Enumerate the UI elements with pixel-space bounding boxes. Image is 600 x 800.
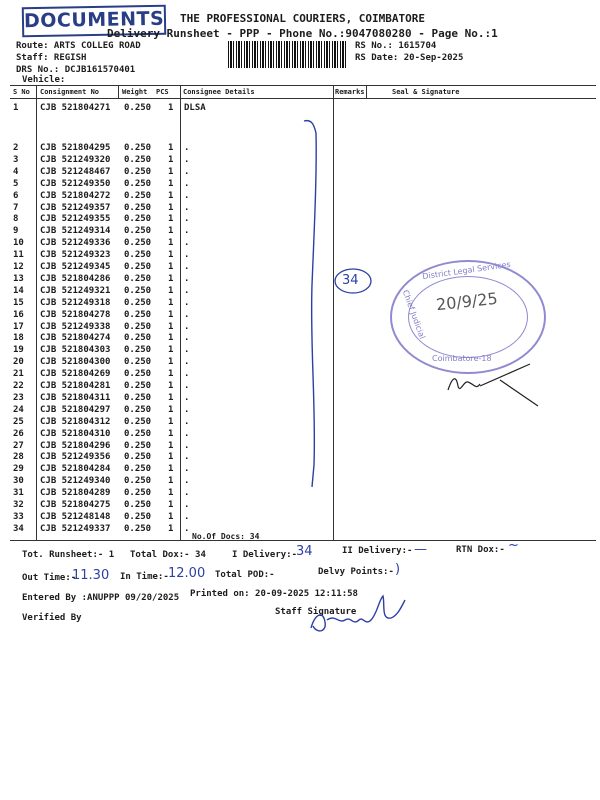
row-sno: 3 [13, 154, 19, 165]
row-consignment-no: CJB 521249336 [40, 238, 111, 249]
row-weight: 0.250 [124, 416, 152, 427]
row-consignment-no: CJB 521804310 [40, 428, 111, 439]
row-consignee: . [184, 226, 190, 237]
row-weight: 0.250 [124, 178, 152, 189]
row-consignee: . [184, 321, 190, 332]
row-pcs: 1 [168, 103, 174, 113]
col-header-consignment: Consignment No [40, 88, 100, 96]
row-consignee: . [184, 143, 190, 153]
row-pcs: 1 [168, 178, 174, 189]
row-weight: 0.250 [124, 214, 152, 225]
row-consignment-no: CJB 521249356 [40, 452, 111, 463]
runsheet-title: Delivery Runsheet - PPP - Phone No.:9047080280 - Page No.:1 [107, 27, 498, 40]
entered-by: Entered By :ANUPPP 09/20/2025 [22, 593, 180, 603]
row-consignee: . [184, 488, 190, 499]
row-consignee: . [184, 273, 190, 284]
row-sno: 11 [13, 250, 24, 261]
row-pcs: 1 [168, 273, 174, 284]
row-consignment-no: CJB 521249318 [40, 297, 111, 308]
row-pcs: 1 [168, 154, 174, 165]
handwritten-bracket-line [290, 115, 370, 495]
row-consignment-no: CJB 521249321 [40, 285, 111, 296]
col-header-consignee: Consignee Details [183, 88, 255, 96]
total-dox: Total Dox:- 34 [130, 550, 206, 560]
row-consignment-no: CJB 521249320 [40, 154, 111, 165]
row-pcs: 1 [168, 440, 174, 451]
row-weight: 0.250 [124, 440, 152, 451]
row-sno: 30 [13, 476, 24, 487]
row-pcs: 1 [168, 511, 174, 522]
table-row [0, 524, 600, 536]
row-weight: 0.250 [124, 238, 152, 249]
row-sno: 24 [13, 404, 24, 415]
total-pod-label: Total POD:- [215, 570, 275, 580]
row-sno: 10 [13, 238, 24, 249]
col-divider [366, 85, 367, 98]
row-pcs: 1 [168, 523, 174, 534]
route: Route: ARTS COLLEG ROAD [16, 41, 141, 51]
row-consignment-no: CJB 521248467 [40, 166, 111, 177]
row-consignee: DLSA [184, 103, 206, 113]
row-consignee: . [184, 369, 190, 380]
i-delivery-label: I Delivery:- [232, 550, 298, 560]
table-header-rule [10, 98, 596, 99]
row-weight: 0.250 [124, 523, 152, 534]
row-consignment-no: CJB 521804269 [40, 369, 111, 380]
row-pcs: 1 [168, 285, 174, 296]
row-consignment-no: CJB 521249340 [40, 476, 111, 487]
barcode-image [228, 41, 346, 68]
row-weight: 0.250 [124, 333, 152, 344]
row-weight: 0.250 [124, 321, 152, 332]
row-consignee: . [184, 297, 190, 308]
row-consignee: . [184, 500, 190, 510]
row-consignment-no: CJB 521804286 [40, 273, 111, 284]
row-sno: 28 [13, 452, 24, 463]
row-sno: 2 [13, 143, 19, 153]
row-sno: 16 [13, 309, 24, 320]
row-consignment-no: CJB 521804274 [40, 333, 111, 344]
printed-on: Printed on: 20-09-2025 12:11:58 [190, 589, 358, 599]
row-pcs: 1 [168, 143, 174, 153]
row-weight: 0.250 [124, 511, 152, 522]
row-consignment-no: CJB 521804278 [40, 309, 111, 320]
row-weight: 0.250 [124, 464, 152, 475]
in-time-value: 12.00 [168, 566, 206, 581]
row-consignment-no: CJB 521249345 [40, 262, 111, 272]
rs-number: RS No.: 1615704 [355, 41, 437, 51]
row-pcs: 1 [168, 297, 174, 308]
in-time-label: In Time:- [120, 572, 169, 582]
row-sno: 18 [13, 333, 24, 344]
row-consignee: . [184, 262, 190, 272]
row-consignee: . [184, 250, 190, 261]
row-consignee: . [184, 428, 190, 439]
no-of-docs: No.Of Docs: 34 [192, 532, 260, 541]
row-sno: 6 [13, 190, 19, 201]
row-consignment-no: CJB 521804311 [40, 392, 111, 403]
row-consignee: . [184, 452, 190, 463]
row-sno: 17 [13, 321, 24, 332]
row-consignee: . [184, 440, 190, 451]
rtn-dox-label: RTN Dox:- [456, 545, 505, 555]
row-sno: 19 [13, 345, 24, 356]
row-consignee: . [184, 333, 190, 344]
row-weight: 0.250 [124, 357, 152, 368]
company-name: THE PROFESSIONAL COURIERS, COIMBATORE [180, 12, 426, 25]
row-pcs: 1 [168, 369, 174, 380]
row-weight: 0.250 [124, 190, 152, 201]
row-weight: 0.250 [124, 250, 152, 261]
rtn-dox-value: ~ [508, 538, 519, 553]
row-consignee: . [184, 202, 190, 213]
row-weight: 0.250 [124, 226, 152, 237]
row-sno: 13 [13, 273, 24, 284]
row-weight: 0.250 [124, 369, 152, 380]
row-pcs: 1 [168, 333, 174, 344]
row-consignment-no: CJB 521248148 [40, 511, 111, 522]
documents-stamp: DOCUMENTS [22, 5, 167, 38]
row-consignment-no: CJB 521804289 [40, 488, 111, 499]
signature-scribble [440, 360, 540, 410]
verified-by: Verified By [22, 613, 82, 623]
row-consignee: . [184, 309, 190, 320]
seal-bottom-text: Coimbatore-18 [432, 354, 492, 363]
ii-delivery-label: II Delivery:- [342, 546, 413, 556]
row-weight: 0.250 [124, 452, 152, 463]
row-consignee: . [184, 381, 190, 391]
row-pcs: 1 [168, 416, 174, 427]
row-consignee: . [184, 238, 190, 249]
row-consignment-no: CJB 521804303 [40, 345, 111, 356]
row-consignee: . [184, 416, 190, 427]
out-time-label: Out Time:- [22, 573, 77, 583]
row-weight: 0.250 [124, 488, 152, 499]
row-sno: 32 [13, 500, 24, 510]
row-consignment-no: CJB 521804272 [40, 190, 111, 201]
row-sno: 14 [13, 285, 24, 296]
row-weight: 0.250 [124, 202, 152, 213]
row-sno: 23 [13, 392, 24, 403]
row-sno: 4 [13, 166, 19, 177]
row-sno: 27 [13, 440, 24, 451]
row-consignment-no: CJB 521804312 [40, 416, 111, 427]
row-consignee: . [184, 392, 190, 403]
seal-left-text: Chief Judicial [400, 288, 427, 341]
row-consignee: . [184, 476, 190, 487]
row-consignee: . [184, 154, 190, 165]
row-consignment-no: CJB 521249314 [40, 226, 111, 237]
row-pcs: 1 [168, 357, 174, 368]
row-sno: 21 [13, 369, 24, 380]
row-consignment-no: CJB 521804271 [40, 103, 111, 113]
row-pcs: 1 [168, 321, 174, 332]
row-consignment-no: CJB 521804275 [40, 500, 111, 510]
i-delivery-value: 34 [296, 544, 313, 559]
row-consignee: . [184, 511, 190, 522]
row-pcs: 1 [168, 166, 174, 177]
row-consignee: . [184, 345, 190, 356]
row-weight: 0.250 [124, 345, 152, 356]
handwritten-count: 34 [342, 273, 359, 288]
table-row [0, 500, 600, 512]
row-weight: 0.250 [124, 273, 152, 284]
row-consignment-no: CJB 521249337 [40, 523, 111, 534]
row-pcs: 1 [168, 214, 174, 225]
row-weight: 0.250 [124, 500, 152, 510]
row-sno: 9 [13, 226, 19, 237]
row-sno: 34 [13, 523, 24, 534]
row-sno: 33 [13, 511, 24, 522]
row-pcs: 1 [168, 404, 174, 415]
row-weight: 0.250 [124, 285, 152, 296]
row-weight: 0.250 [124, 309, 152, 320]
row-pcs: 1 [168, 226, 174, 237]
row-pcs: 1 [168, 452, 174, 463]
row-pcs: 1 [168, 262, 174, 272]
row-weight: 0.250 [124, 476, 152, 487]
row-consignee: . [184, 357, 190, 368]
row-sno: 25 [13, 416, 24, 427]
seal-top-text: District Legal Services [421, 259, 512, 282]
staff: Staff: REGISH [16, 53, 87, 63]
staff-signature-label: Staff Signature [275, 607, 357, 617]
row-consignee: . [184, 214, 190, 225]
rs-date: RS Date: 20-Sep-2025 [355, 53, 464, 63]
row-consignment-no: CJB 521249355 [40, 214, 111, 225]
row-pcs: 1 [168, 202, 174, 213]
row-pcs: 1 [168, 500, 174, 510]
table-row [0, 103, 600, 115]
row-consignment-no: CJB 521249350 [40, 178, 111, 189]
row-sno: 31 [13, 488, 24, 499]
col-header-seal: Seal & Signature [392, 88, 460, 96]
row-consignee: . [184, 285, 190, 296]
row-sno: 15 [13, 297, 24, 308]
total-runsheet: Tot. Runsheet:- 1 [22, 550, 115, 560]
row-consignment-no: CJB 521804295 [40, 143, 111, 153]
seal-handwritten-date: 20/9/25 [435, 288, 499, 315]
row-consignment-no: CJB 521249357 [40, 202, 111, 213]
delvy-points-label: Delvy Points:- [318, 567, 394, 577]
row-weight: 0.250 [124, 428, 152, 439]
row-pcs: 1 [168, 464, 174, 475]
row-sno: 8 [13, 214, 19, 225]
row-consignee: . [184, 464, 190, 475]
row-sno: 7 [13, 202, 19, 213]
row-consignment-no: CJB 521804296 [40, 440, 111, 451]
row-sno: 12 [13, 262, 24, 272]
row-pcs: 1 [168, 190, 174, 201]
row-pcs: 1 [168, 250, 174, 261]
row-pcs: 1 [168, 381, 174, 391]
row-weight: 0.250 [124, 297, 152, 308]
row-pcs: 1 [168, 392, 174, 403]
row-pcs: 1 [168, 309, 174, 320]
row-weight: 0.250 [124, 103, 152, 113]
row-weight: 0.250 [124, 166, 152, 177]
row-weight: 0.250 [124, 392, 152, 403]
col-header-remarks: Remarks [335, 88, 365, 96]
row-consignment-no: CJB 521804297 [40, 404, 111, 415]
row-consignee: . [184, 190, 190, 201]
row-pcs: 1 [168, 428, 174, 439]
drs-number: DRS No.: DCJB161570401 [16, 65, 136, 75]
col-divider [118, 85, 119, 98]
row-consignee: . [184, 166, 190, 177]
table-top-rule [10, 85, 596, 86]
col-header-weight: Weight [122, 88, 148, 96]
row-consignment-no: CJB 521804300 [40, 357, 111, 368]
col-header-sno: S No [13, 88, 30, 96]
row-pcs: 1 [168, 488, 174, 499]
row-pcs: 1 [168, 476, 174, 487]
row-consignment-no: CJB 521249338 [40, 321, 111, 332]
row-weight: 0.250 [124, 381, 152, 391]
legal-services-seal [390, 260, 546, 374]
vehicle: Vehicle: [22, 75, 66, 85]
row-sno: 20 [13, 357, 24, 368]
out-time-value: 11.30 [72, 568, 110, 583]
col-header-pcs: PCS [156, 88, 169, 96]
row-consignee: . [184, 523, 190, 534]
row-weight: 0.250 [124, 154, 152, 165]
row-weight: 0.250 [124, 143, 152, 153]
row-sno: 29 [13, 464, 24, 475]
row-pcs: 1 [168, 345, 174, 356]
row-consignee: . [184, 404, 190, 415]
row-sno: 22 [13, 381, 24, 391]
row-consignment-no: CJB 521804281 [40, 381, 111, 391]
delvy-points-value: ) [395, 562, 401, 577]
ii-delivery-value: — [414, 542, 427, 557]
table-row [0, 512, 600, 524]
row-consignment-no: CJB 521804284 [40, 464, 111, 475]
row-sno: 5 [13, 178, 19, 189]
row-consignment-no: CJB 521249323 [40, 250, 111, 261]
row-consignee: . [184, 178, 190, 189]
row-pcs: 1 [168, 238, 174, 249]
staff-signature-image [305, 590, 415, 640]
row-sno: 26 [13, 428, 24, 439]
row-sno: 1 [13, 103, 19, 113]
row-weight: 0.250 [124, 262, 152, 272]
row-weight: 0.250 [124, 404, 152, 415]
